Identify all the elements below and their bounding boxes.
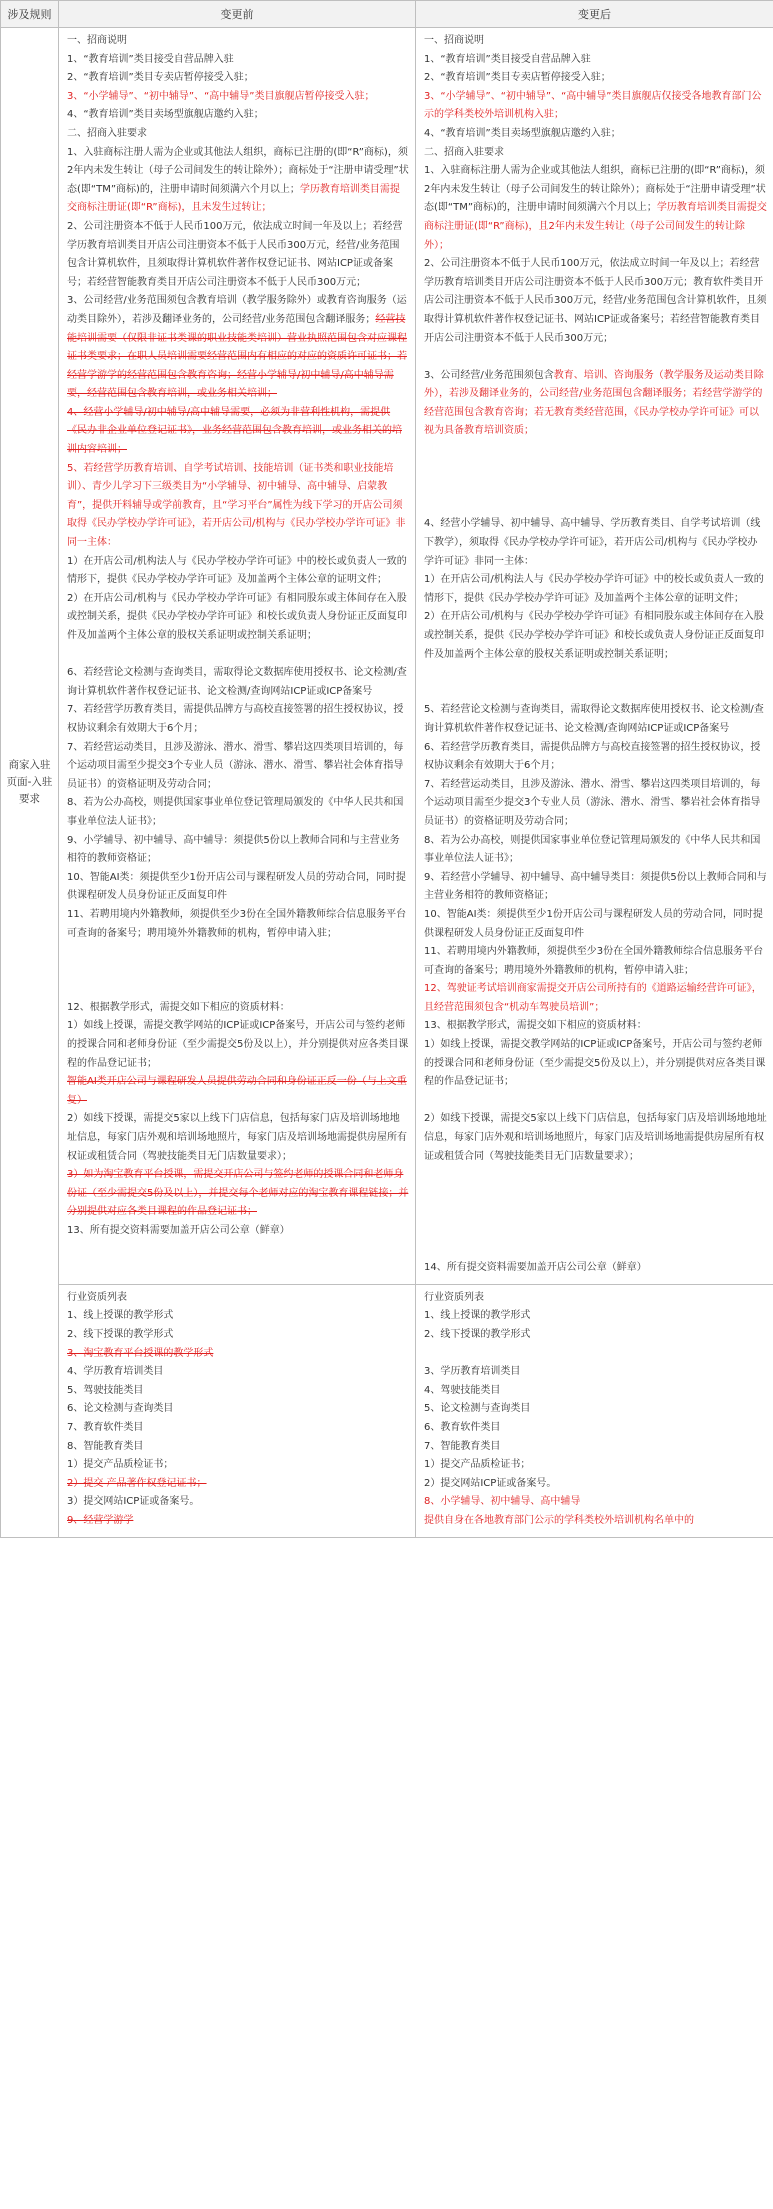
line-text: 6、若经营学历教育类目，需提供品牌方与高校直接签署的招生授权协议，授权协议剩余有效期大于6个月； bbox=[424, 741, 761, 772]
line-text: 5、若经营学历教育培训、自学考试培训、技能培训（证书类和职业技能培训）、青少儿学习下三级类目为“小学辅导、初中辅导、高中辅导、启蒙教育”，提供开料辅导或学前教育，且“学习平台”属性为线下学习的开店公司须取得《民办学校办学许可证》，若开店公司/机构与《民办学校办学许可证》非同一主体： bbox=[67, 462, 406, 549]
highlighted-text: 学历教育培训类目需提交商标注册证(即“R”商标)，且2年内未发生转让（母子公司间发生的转让除外）； bbox=[424, 202, 767, 251]
line-text: 智能AI类开店公司与课程研发人员提供劳动合同和身份证正反一份（与上文重复） bbox=[67, 1076, 407, 1106]
text-line bbox=[67, 1419, 409, 1438]
text-line bbox=[67, 794, 409, 831]
line-text: 2、线下授课的教学形式 bbox=[424, 1328, 531, 1340]
text-line bbox=[67, 646, 409, 665]
section2-after-cell bbox=[416, 1284, 773, 1537]
line-text: 7、智能教育类目 bbox=[424, 1440, 501, 1452]
line-text: 5、若经营论文检测与查询类目，需取得论文数据库使用授权书、论文检测/查询计算机软件著作权登记证书、论文检测/查询网站ICP证或ICP备案号 bbox=[424, 704, 764, 734]
line-text: 9、若经营小学辅导、初中辅导、高中辅导类目：须提供5份以上教师合同和与主营业务相符的教师资格证； bbox=[424, 871, 767, 902]
text-line bbox=[424, 1222, 767, 1241]
text-line bbox=[67, 106, 409, 125]
text-line bbox=[67, 69, 409, 88]
text-line bbox=[67, 906, 409, 943]
text-line bbox=[67, 1345, 409, 1364]
text-line bbox=[67, 980, 409, 999]
text-line bbox=[424, 1259, 767, 1278]
line-text: 1、线上授课的教学形式 bbox=[67, 1310, 174, 1322]
line-text: 8、小学辅导、初中辅导、高中辅导 bbox=[424, 1496, 581, 1508]
text-line bbox=[67, 1512, 409, 1531]
line-text: 1、线上授课的教学形式 bbox=[424, 1310, 531, 1322]
line-text: 3、“小学辅导”、“初中辅导”、“高中辅导”类目旗舰店仅接受各地教育部门公示的学科类校外培训机构入驻； bbox=[424, 90, 762, 121]
line-text: 2）在开店公司/机构与《民办学校办学许可证》有相同股东或主体间存在入股或控制关系，提供《民办学校办学许可证》和校长或负责人身份证正反面复印件及加盖两个主体公章的股权关系证明或控制关系证明； bbox=[424, 611, 764, 660]
highlighted-text: 学历教育培训类目需提交商标注册证(即“R”商标)，且未发生过转让； bbox=[67, 183, 400, 214]
text-line bbox=[424, 162, 767, 255]
text-line bbox=[424, 571, 767, 608]
line-text: 12、驾驶证考试培训商家需提交开店公司所持有的《道路运输经营许可证》，且经营范围须包含“机动车驾驶员培训”； bbox=[424, 983, 762, 1013]
text-line bbox=[424, 1419, 767, 1438]
text-line bbox=[424, 906, 767, 943]
text-line bbox=[67, 739, 409, 795]
text-line bbox=[424, 51, 767, 70]
line-text: 2、“教育培训”类目专卖店暂停接受入驻； bbox=[424, 72, 611, 84]
text-line bbox=[424, 980, 767, 1017]
text-line bbox=[424, 497, 767, 516]
text-line bbox=[424, 1475, 767, 1494]
text-line bbox=[424, 255, 767, 348]
line-text: 3）如为淘宝教育平台授课，需提交开店公司与签约老师的授课合同和老师身份证（至少需提交5份及以上），并提交每个老师对应的淘宝教育课程链接；并分别提供对应各类目课程的作品登记证书； bbox=[67, 1169, 409, 1218]
text-line bbox=[424, 1438, 767, 1457]
line-text: 6、论文检测与查询类目 bbox=[67, 1403, 174, 1415]
header-rule: 涉及规则 bbox=[1, 1, 59, 28]
line-text: 13、所有提交资料需要加盖开店公司公章（鲜章） bbox=[67, 1225, 290, 1236]
text-line bbox=[67, 32, 409, 51]
line-text: 2、公司注册资本不低于人民币100万元，依法成立时间一年及以上；若经营学历教育培训类目开店公司注册资本不低于人民币300万元；教育软件类目开店公司注册资本不低于人民币300万元，经营/业务范围包含计算机软件，且须取得计算机软件著作权登记证书、网站ICP证或备案号；若经营智能教育类目开店公司注册资本不低于人民币300万元； bbox=[424, 258, 767, 344]
line-text: 10、智能AI类：须提供至少1份开店公司与课程研发人员的劳动合同，同时提供课程研发人员身份证正反面复印件 bbox=[424, 908, 763, 939]
text-line bbox=[424, 776, 767, 832]
line-text: 3、公司经营/业务范围须包含 bbox=[424, 369, 554, 381]
line-text: 13、根据教学形式，需提交如下相应的资质材料： bbox=[424, 1020, 647, 1032]
line-text: 1、入驻商标注册人需为企业或其他法人组织，商标已注册的(即“R”商标)，须2年内未发生转让（母子公司间发生的转让除外）；商标处于“注册申请受理”状态(即“TM”商标)的，注册申请时间须满六个月以上； bbox=[424, 165, 766, 214]
line-text: 1）在开店公司/机构法人与《民办学校办学许可证》中的校长或负责人一致的情形下，提供《民办学校办学许可证》及加盖两个主体公章的证明文件； bbox=[67, 555, 407, 586]
text-line bbox=[424, 478, 767, 497]
text-line bbox=[424, 69, 767, 88]
line-text: 7、若经营学历教育类目，需提供品牌方与高校直接签署的招生授权协议，授权协议剩余有效期大于6个月； bbox=[67, 704, 404, 734]
line-text: 2）在开店公司/机构与《民办学校办学许可证》有相同股东或主体间存在入股或控制关系，提供《民办学校办学许可证》和校长或负责人身份证正反面复印件及加盖两个主体公章的股权关系证明或控制关系证明； bbox=[67, 592, 407, 641]
line-text: 一、招商说明 bbox=[424, 35, 484, 46]
text-line bbox=[67, 1073, 409, 1110]
line-text: 提供自身在各地教育部门公示的学科类校外培训机构名单中的 bbox=[424, 1514, 694, 1526]
text-line bbox=[67, 144, 409, 218]
text-line bbox=[424, 460, 767, 479]
line-text: 8、若为公办高校，则提供国家事业单位登记管理局颁发的《中华人民共和国事业单位法人证书》； bbox=[424, 834, 761, 865]
line-text: 1、“教育培训”类目接受自营品牌入驻 bbox=[67, 53, 234, 65]
section1-row bbox=[1, 28, 773, 1285]
text-line bbox=[67, 943, 409, 962]
text-line bbox=[424, 943, 767, 980]
text-line bbox=[424, 1400, 767, 1419]
line-text: 12、根据教学形式，需提交如下相应的资质材料： bbox=[67, 1001, 290, 1013]
text-line bbox=[424, 1289, 767, 1308]
text-line bbox=[424, 441, 767, 460]
text-line bbox=[67, 1307, 409, 1326]
text-line bbox=[67, 1438, 409, 1457]
line-text: 1）如线上授课，需提交教学网站的ICP证或ICP备案号，开店公司与签约老师的授课合同和老师身份证（至少需提交5份及以上），并分别提供对应各类目课程的作品登记证书； bbox=[424, 1039, 766, 1088]
text-line bbox=[424, 1241, 767, 1260]
section2-before-cell bbox=[59, 1284, 416, 1537]
text-line bbox=[67, 1456, 409, 1475]
line-text: 4、驾驶技能类目 bbox=[424, 1384, 501, 1396]
text-line bbox=[67, 1326, 409, 1345]
highlighted-text: 经营技能培训需要（仅限非证书类课的职业技能类培训）营业执照范围包含对应课程证书类要求；在职人员培训需要经营范围内有相应的对应的资质许可证书；若经营学游学的经营范围包含教育咨询；经营小学辅导/初中辅导/高中辅导需要，经营范围包含教育培训，或业务相关培训； bbox=[67, 313, 407, 400]
line-text: 3、学历教育培训类目 bbox=[424, 1366, 521, 1378]
line-text: 二、招商入驻要求 bbox=[424, 146, 504, 158]
line-text: 2）如线下授课，需提交5家以上线下门店信息，包括每家门店及培训场地地址信息，每家门店外观和培训场地照片，每家门店及培训场地需提供房屋所有权证或租赁合同（驾驶技能类目无门店数量要求）； bbox=[424, 1113, 767, 1162]
line-text: 5、论文检测与查询类目 bbox=[424, 1403, 531, 1415]
text-line bbox=[67, 88, 409, 107]
text-line bbox=[67, 1017, 409, 1073]
line-text: 6、若经营论文检测与查询类目，需取得论文数据库使用授权书、论文检测/查询计算机软件著作权登记证书、论文检测/查询网站ICP证或ICP备案号 bbox=[67, 667, 407, 697]
line-text: 3、“小学辅导”、“初中辅导”、“高中辅导”类目旗舰店暂停接受入驻； bbox=[67, 90, 375, 102]
text-line bbox=[67, 553, 409, 590]
rule-label bbox=[1, 28, 59, 1538]
line-text: 4、“教育培训”类目卖场型旗舰店邀约入驻； bbox=[424, 127, 621, 139]
text-line bbox=[424, 1307, 767, 1326]
text-line bbox=[424, 608, 767, 664]
text-line bbox=[424, 32, 767, 51]
line-text: 14、所有提交资料需要加盖开店公司公章（鲜章） bbox=[424, 1262, 647, 1274]
text-line bbox=[67, 1222, 409, 1241]
text-line bbox=[67, 832, 409, 869]
text-line bbox=[424, 1017, 767, 1036]
line-text: 8、智能教育类目 bbox=[67, 1440, 144, 1452]
text-line bbox=[424, 367, 767, 441]
text-line bbox=[424, 1036, 767, 1092]
text-line bbox=[424, 1110, 767, 1166]
text-line bbox=[424, 348, 767, 367]
highlighted-text: 教育、培训、咨询服务（教学服务及运动类目除外），若涉及翻译业务的，公司经营/业务范围包含翻译服务；若经营学游学的经营范围包含教育咨询；若无教育类经营范围，《民办学校办学许可证》可以视为具备教育培训资质； bbox=[424, 369, 764, 437]
header-after: 变更后 bbox=[416, 1, 773, 28]
header-row bbox=[1, 1, 773, 28]
text-line bbox=[67, 1475, 409, 1494]
line-text: 3、公司经营/业务范围须包含教育培训（教学服务除外）或教育咨询服务（运动类目除外），若涉及翻译业务的，公司经营/业务范围包含翻译服务； bbox=[67, 295, 407, 325]
line-text: 10、智能AI类：须提供至少1份开店公司与课程研发人员的劳动合同，同时提供课程研发人员身份证正反面复印件 bbox=[67, 871, 406, 902]
text-line bbox=[67, 962, 409, 981]
text-line bbox=[424, 1345, 767, 1364]
text-line bbox=[424, 683, 767, 702]
text-line bbox=[67, 51, 409, 70]
line-text: 行业资质列表 bbox=[67, 1291, 127, 1303]
line-text: 1）如线上授课，需提交教学网站的ICP证或ICP备案号，开店公司与签约老师的授课合同和老师身份证（至少需提交5份及以上），并分别提供对应各类目课程的作品登记证书； bbox=[67, 1020, 409, 1069]
text-line bbox=[67, 125, 409, 144]
text-line bbox=[424, 664, 767, 683]
line-text: 4、经营小学辅导、初中辅导、高中辅导、学历教育类目、自学考试培训（线下教学），须取得《民办学校办学许可证》，若开店公司/机构与《民办学校办学许可证》非同一主体： bbox=[424, 518, 761, 567]
text-line bbox=[67, 664, 409, 701]
line-text: 2）如线下授课，需提交5家以上线下门店信息，包括每家门店及培训场地地址信息，每家门店外观和培训场地照片，每家门店及培训场地需提供房屋所有权证或租赁合同（驾驶技能类目无门店数量要求）； bbox=[67, 1113, 407, 1162]
line-text: 9、经营学游学 bbox=[67, 1514, 134, 1526]
line-text: 一、招商说明 bbox=[67, 35, 127, 46]
line-text: 7、若经营运动类目，且涉及游泳、潜水、滑雪、攀岩这四类项目培训的，每个运动项目需至少提交3个专业人员（游泳、潜水、滑雪、攀岩社会体育指导员证书）的资格证明及劳动合同； bbox=[67, 741, 404, 790]
line-text: 2）提交 产品著作权登记证书； bbox=[67, 1477, 207, 1489]
line-text: 7、若经营运动类目，且涉及游泳、潜水、滑雪、攀岩这四类项目培训的，每个运动项目需至少提交3个专业人员（游泳、潜水、滑雪、攀岩社会体育指导员证书）的资格证明及劳动合同； bbox=[424, 778, 761, 827]
text-line bbox=[424, 1456, 767, 1475]
text-line bbox=[424, 125, 767, 144]
text-line bbox=[424, 832, 767, 869]
text-line bbox=[67, 1363, 409, 1382]
line-text: 4、学历教育培训类目 bbox=[67, 1366, 164, 1378]
text-line bbox=[424, 1493, 767, 1512]
line-text: 二、招商入驻要求 bbox=[67, 127, 147, 139]
line-text: 2、公司注册资本不低于人民币100万元，依法成立时间一年及以上；若经营学历教育培训类目开店公司注册资本不低于人民币300万元，经营/业务范围包含计算机软件，且须取得计算机软件著作权登记证书、网站ICP证或备案号；若经营智能教育类目开店公司注册资本不低于人民币300万元； bbox=[67, 220, 403, 288]
text-line bbox=[67, 1289, 409, 1308]
line-text: 1、入驻商标注册人需为企业或其他法人组织，商标已注册的(即“R”商标)，须2年内未发生转让（母子公司间发生的转让除外）；商标处于“注册申请受理”状态(即“TM”商标)的，注册申请时间须满六个月以上； bbox=[67, 146, 409, 195]
line-text: 1、“教育培训”类目接受自营品牌入驻 bbox=[424, 53, 591, 65]
text-line bbox=[424, 739, 767, 776]
text-line bbox=[424, 144, 767, 163]
text-line bbox=[67, 460, 409, 553]
line-text: 1）提交产品质检证书； bbox=[424, 1459, 531, 1471]
text-line bbox=[424, 515, 767, 571]
text-line bbox=[67, 701, 409, 738]
line-text: 4、“教育培训”类目卖场型旗舰店邀约入驻； bbox=[67, 109, 264, 121]
line-text: 5、驾驶技能类目 bbox=[67, 1384, 144, 1396]
line-text: 行业资质列表 bbox=[424, 1291, 484, 1303]
line-text: 2、“教育培训”类目专卖店暂停接受入驻； bbox=[67, 72, 254, 84]
text-line bbox=[424, 1185, 767, 1204]
text-line bbox=[424, 1326, 767, 1345]
section1-before-cell bbox=[59, 28, 416, 1285]
line-text: 4、经营小学辅导/初中辅导/高中辅导需要，必须为非营利性机构，需提供《民办非企业单位登记证书》，业务经营范围包含教育培训，或业务相关的培训内容培训； bbox=[67, 406, 402, 456]
text-line bbox=[424, 88, 767, 125]
line-text: 1）提交产品质检证书； bbox=[67, 1459, 174, 1471]
line-text: 6、教育软件类目 bbox=[424, 1421, 501, 1433]
header-before: 变更前 bbox=[59, 1, 416, 28]
text-line bbox=[67, 1493, 409, 1512]
text-line bbox=[67, 999, 409, 1018]
section2-row bbox=[1, 1284, 773, 1537]
text-line bbox=[424, 701, 767, 738]
text-line bbox=[67, 292, 409, 404]
rule-label-text: 商家入驻页面-入驻要求 bbox=[6, 759, 53, 805]
text-line bbox=[67, 1166, 409, 1222]
line-text: 9、小学辅导、初中辅导、高中辅导：须提供5份以上教师合同和与主营业务相符的教师资格证； bbox=[67, 834, 400, 865]
line-text: 7、教育软件类目 bbox=[67, 1421, 144, 1433]
line-text: 3）提交网站ICP证或备案号。 bbox=[67, 1496, 200, 1508]
text-line bbox=[424, 869, 767, 906]
line-text: 1）在开店公司/机构法人与《民办学校办学许可证》中的校长或负责人一致的情形下，提供《民办学校办学许可证》及加盖两个主体公章的证明文件； bbox=[424, 574, 764, 604]
line-text: 11、若聘用境内外籍教师，须提供至少3份在全国外籍教师综合信息服务平台可查询的备案号；聘用境外外籍教师的机构，暂停申请入驻； bbox=[424, 946, 764, 976]
line-text: 2）提交网站ICP证或备案号。 bbox=[424, 1477, 557, 1489]
text-line bbox=[424, 1382, 767, 1401]
text-line bbox=[424, 1166, 767, 1185]
line-text: 3、淘宝教育平台授课的教学形式 bbox=[67, 1347, 214, 1359]
text-line bbox=[67, 404, 409, 460]
line-text: 8、若为公办高校，则提供国家事业单位登记管理局颁发的《中华人民共和国事业单位法人证书》； bbox=[67, 797, 404, 827]
line-text: 11、若聘用境内外籍教师，须提供至少3份在全国外籍教师综合信息服务平台可查询的备案号；聘用境外外籍教师的机构，暂停申请入驻； bbox=[67, 908, 407, 939]
text-line bbox=[67, 590, 409, 646]
text-line bbox=[67, 1400, 409, 1419]
text-line bbox=[424, 1512, 767, 1531]
section1-after-cell bbox=[416, 28, 773, 1285]
text-line bbox=[424, 1203, 767, 1222]
text-line bbox=[424, 1092, 767, 1111]
text-line bbox=[67, 1382, 409, 1401]
text-line bbox=[67, 1110, 409, 1166]
line-text: 2、线下授课的教学形式 bbox=[67, 1328, 174, 1340]
text-line bbox=[424, 1363, 767, 1382]
text-line bbox=[67, 869, 409, 906]
text-line bbox=[67, 218, 409, 292]
